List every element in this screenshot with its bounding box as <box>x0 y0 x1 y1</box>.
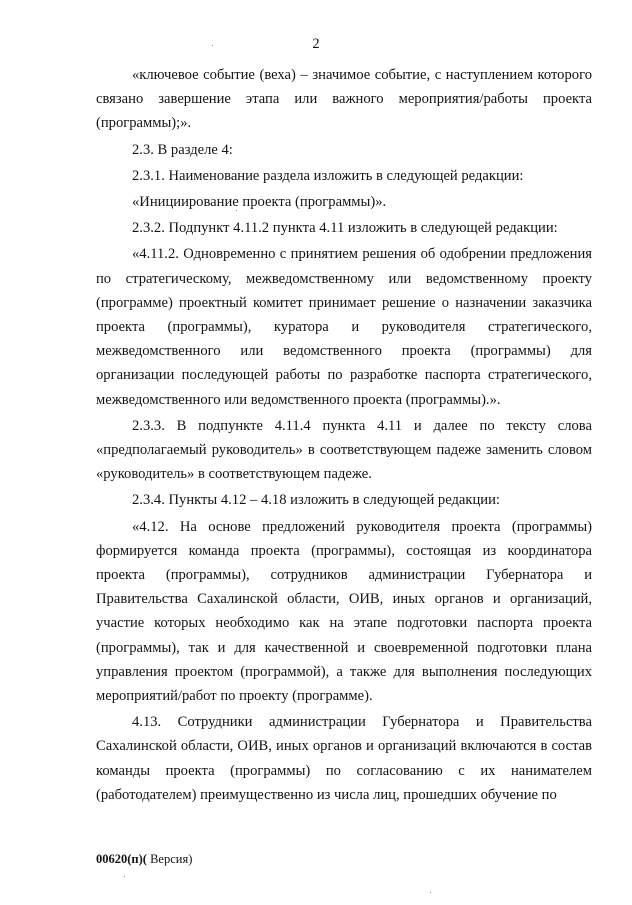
scan-speck <box>212 45 213 46</box>
paragraph: 2.3.2. Подпункт 4.11.2 пункта 4.11 изложить в следующей редакции: <box>132 220 558 237</box>
document-code-footer <box>96 852 192 867</box>
paragraph: 2.3.3. В подпункте 4.11.4 пункта 4.11 и далее по тексту слова «предполагаемый руководитель» в соответствующем падеже заменить словом «руководитель» в соответствующем падеже. <box>96 417 592 483</box>
document-code: 00620(п)( <box>96 852 147 866</box>
paragraph: «ключевое событие (веха) – значимое событие, с наступлением которого связано завершение этапа или важного мероприятия/работы проекта (программы);». <box>96 67 592 132</box>
paragraph: «Инициирование проекта (программы)». <box>132 194 387 211</box>
paragraph: 2.3. В разделе 4: <box>132 141 233 158</box>
scan-speck <box>430 892 431 893</box>
paragraph: 4.13. Сотрудники администрации Губернатора и Правительства Сахалинской области, ОИВ, иных органов и организаций включаются в состав команды проекта (программы) по согласованию с их нанимателем (работодателем) преимущественно из числа лиц, прошедших обучение по <box>96 714 592 803</box>
document-version: Версия) <box>146 852 193 866</box>
scan-speck <box>124 876 125 877</box>
paragraph: 2.3.4. Пункты 4.12 – 4.18 изложить в следующей редакции: <box>132 492 500 509</box>
paragraph: 2.3.1. Наименование раздела изложить в следующей редакции: <box>132 167 524 184</box>
paragraph: «4.12. На основе предложений руководителя проекта (программы) формируется команда проекта (программы), состоящая из координатора проекта (программы), сотрудников администрации Губернатора и Правительства Сахалинской области, ОИВ, иных органов и организаций, участие которых необходимо как на этапе подготовки паспорта проекта (программы), так и для качественной и своевременной подготовки плана управления проектом (программой), а также для выполнения последующих мероприятий/работ по проекту (программе). <box>96 518 592 705</box>
document-body <box>96 63 592 807</box>
page-number: 2 <box>312 36 320 52</box>
scan-speck <box>236 210 237 211</box>
paragraph: «4.11.2. Одновременно с принятием решения об одобрении предложения по стратегическому, межведомственному или ведомственному проекту (программе) проектный комитет принимает решение о назначении заказчика проекта (программы), куратора и руководителя стратегического, межведомственного или ведомственного проекта (программы) для организации последующей работы по разработке паспорта стратегического, межведомственного или ведомственного проекта (программы).». <box>96 246 592 408</box>
